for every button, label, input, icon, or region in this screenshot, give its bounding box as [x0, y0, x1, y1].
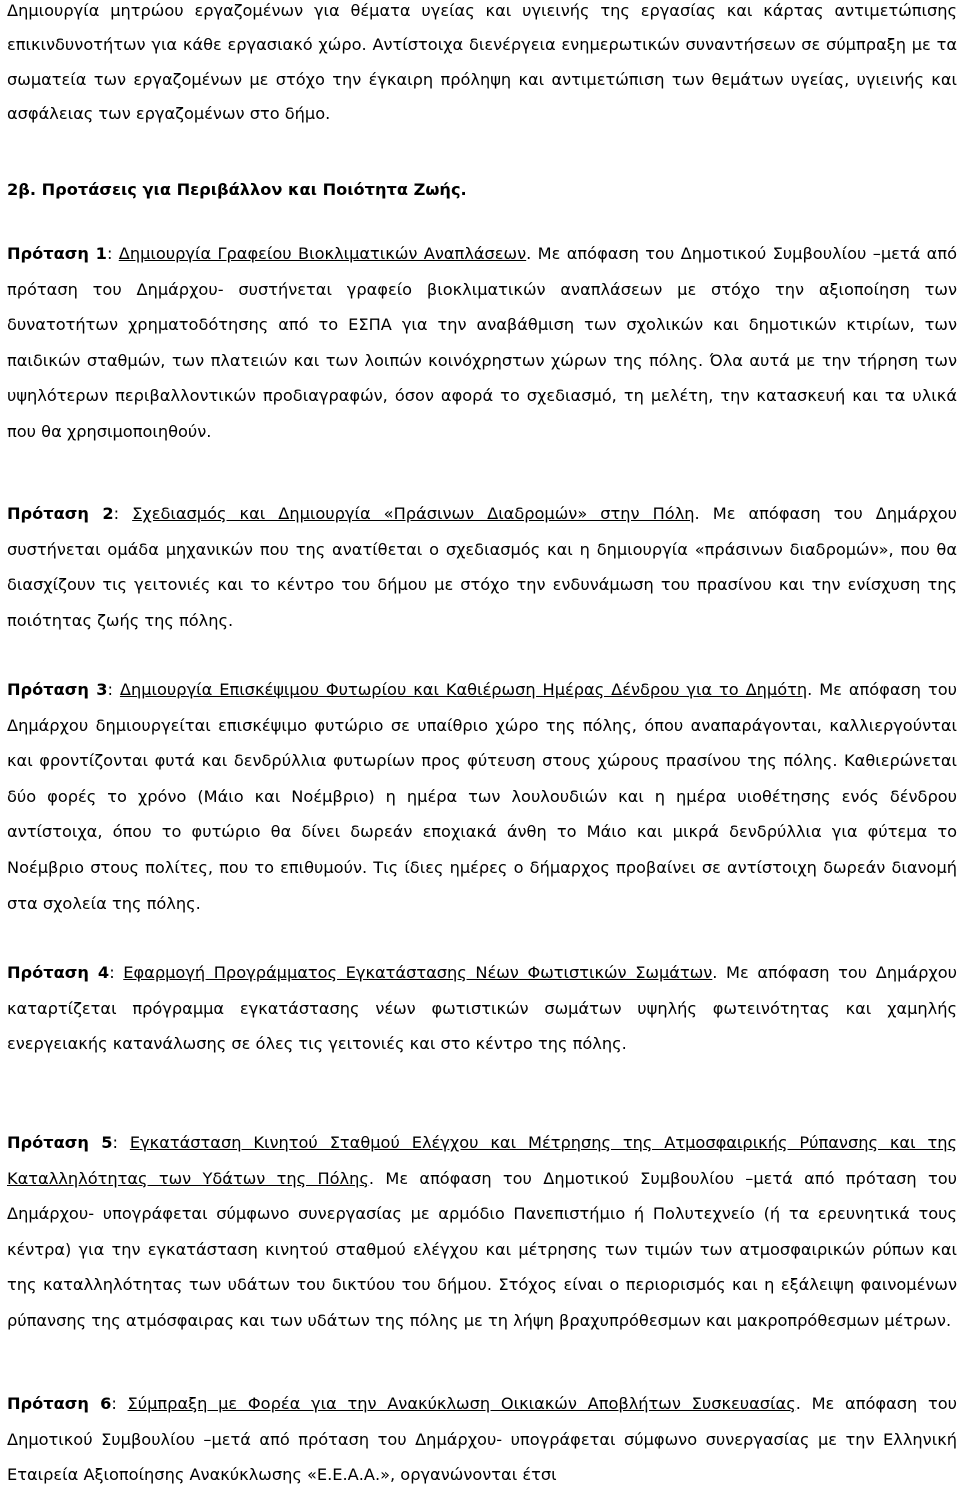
intro-paragraph: Δημιουργία μητρώου εργαζομένων για θέματα υγείας και υγιεινής της εργασίας και κάρτας αντιμετώπισης επικινδυνοτήτων για κάθε εργασιακό χώρο. Αντίστοιχα διενέργεια ενημερωτικών συναντήσεων σε σύμπραξη με τα σωματεία των εργαζομένων με στόχο την έγκαιρη πρόληψη και αντιμετώπιση των θεμάτων υγείας, υγιεινής και ασφάλειας των εργαζομένων στο δήμο. — [7, 1, 957, 124]
proposal-1: Πρόταση 1: Δημιουργία Γραφείου Βιοκλιματικών Αναπλάσεων. Με απόφαση του Δημοτικού Συμβουλίου –μετά από πρόταση του Δημάρχου- συστήνεται γραφείο βιοκλιματικών αναπλάσεων με στόχο την αξιοποίηση των δυνατοτήτων χρηματοδότησης από το ΕΣΠΑ για την αναβάθμιση των σχολικών και δημοτικών κτιρίων, των παιδικών σταθμών, των πλατειών και των λοιπών κοινόχρηστων χώρων της πόλης. Όλα αυτά με την τήρηση των υψηλότερων περιβαλλοντικών προδιαγραφών, όσον αφορά το σχεδιασμό, τη μελέτη, την κατασκευή και τα υλικά που θα χρησιμοποιηθούν. — [7, 244, 957, 441]
proposal-body: . Με απόφαση του Δημάρχου καταρτίζεται πρόγραμμα εγκατάστασης νέων φωτιστικών σωμάτων υψηλής φωτεινότητας και χαμηλής ενεργειακής κατανάλωσης σε όλες τις γειτονιές και στο κέντρο της πόλης. — [7, 963, 957, 1054]
proposal-label: Πρόταση 5 — [7, 1133, 113, 1152]
proposal-body: . Με απόφαση του Δημάρχου συστήνεται ομάδα μηχανικών που της ανατίθεται ο σχεδιασμός και η δημιουργία «πράσινων διαδρομών», που θα διασχίζουν τις γειτονιές και το κέντρο του δήμου με στόχο την ενδυνάμωση του πρασίνου και την ενίσχυση της ποιότητας ζωής της πόλης. — [7, 504, 957, 630]
proposal-title: Σχεδιασμός και Δημιουργία «Πράσινων Διαδρομών» στην Πόλη — [132, 504, 695, 523]
proposal-title: Εγκατάσταση Κινητού Σταθμού Ελέγχου και Μέτρησης της Ατμοσφαιρικής Ρύπανσης και της Καταλληλότητας των Υδάτων της Πόλης — [7, 1133, 957, 1188]
proposal-4: Πρόταση 4: Εφαρμογή Προγράμματος Εγκατάστασης Νέων Φωτιστικών Σωμάτων. Με απόφαση του Δημάρχου καταρτίζεται πρόγραμμα εγκατάστασης νέων φωτιστικών σωμάτων υψηλής φωτεινότητας και χαμηλής ενεργειακής κατανάλωσης σε όλες τις γειτονιές και στο κέντρο της πόλης. — [7, 963, 957, 1054]
proposal-title: Εφαρμογή Προγράμματος Εγκατάστασης Νέων Φωτιστικών Σωμάτων — [123, 963, 713, 982]
proposal-2: Πρόταση 2: Σχεδιασμός και Δημιουργία «Πράσινων Διαδρομών» στην Πόλη. Με απόφαση του Δημάρχου συστήνεται ομάδα μηχανικών που της ανατίθεται ο σχεδιασμός και η δημιουργία «πράσινων διαδρομών», που θα διασχίζουν τις γειτονιές και το κέντρο του δήμου με στόχο την ενδυνάμωση του πρασίνου και την ενίσχυση της ποιότητας ζωής της πόλης. — [7, 504, 957, 630]
section-heading: 2β. Προτάσεις για Περιβάλλον και Ποιότητα Ζωής. — [7, 180, 467, 199]
proposal-title: Σύμπραξη με Φορέα για την Ανακύκλωση Οικιακών Αποβλήτων Συσκευασίας — [127, 1394, 796, 1413]
proposal-5: Πρόταση 5: Εγκατάσταση Κινητού Σταθμού Ελέγχου και Μέτρησης της Ατμοσφαιρικής Ρύπανσης και της Καταλληλότητας των Υδάτων της Πόλης. Με απόφαση του Δημοτικού Συμβουλίου –μετά από πρόταση του Δημάρχου- υπογράφεται σύμφωνο συνεργασίας με αρμόδιο Πανεπιστήμιο ή Πολυτεχνείο (ή τα ερευνητικά τους κέντρα) για την εγκατάσταση κινητού σταθμού ελέγχου και μέτρησης των τιμών των ατμοσφαιρικών ρύπων και της καταλληλότητας των υδάτων του δικτύου του δήμου. Στόχος είναι ο περιορισμός και η εξάλειψη φαινομένων ρύπανσης της ατμόσφαιρας και των υδάτων της πόλης με τη λήψη βραχυπρόθεσμων και μακροπρόθεσμων μέτρων. — [7, 1133, 957, 1330]
proposal-body: . Με απόφαση του Δημάρχου δημιουργείται επισκέψιμο φυτώριο σε υπαίθριο χώρο της πόλης, όπου αναπαράγονται, καλλιεργούνται και φροντίζονται φυτά και δενδρύλλια φυτωρίων προς φύτευση στους χώρους πρασίνου της πόλης. Καθιερώνεται δύο φορές το χρόνο (Μάιο και Νοέμβριο) η ημέρα των λουλουδιών και η ημέρα υιοθέτησης ενός δένδρου αντίστοιχα, όπου το φυτώριο θα δίνει δωρεάν εποχιακά άνθη το Μάιο και μικρά δενδρύλλια για φύτεμα το Νοέμβριο στους πολίτες, που το επιθυμούν. Τις ίδιες ημέρες ο δήμαρχος προβαίνει σε αντίστοιχη δωρεάν διανομή στα σχολεία της πόλης. — [7, 680, 957, 913]
proposal-label: Πρόταση 2 — [7, 504, 114, 523]
proposal-label: Πρόταση 1 — [7, 244, 107, 263]
proposal-title: Δημιουργία Γραφείου Βιοκλιματικών Αναπλάσεων — [118, 244, 527, 263]
proposal-3: Πρόταση 3: Δημιουργία Επισκέψιμου Φυτωρίου και Καθιέρωση Ημέρας Δένδρου για το Δημότη. Με απόφαση του Δημάρχου δημιουργείται επισκέψιμο φυτώριο σε υπαίθριο χώρο της πόλης, όπου αναπαράγονται, καλλιεργούνται και φροντίζονται φυτά και δενδρύλλια φυτωρίων προς φύτευση στους χώρους πρασίνου της πόλης. Καθιερώνεται δύο φορές το χρόνο (Μάιο και Νοέμβριο) η ημέρα των λουλουδιών και η ημέρα υιοθέτησης ενός δένδρου αντίστοιχα, όπου το φυτώριο θα δίνει δωρεάν εποχιακά άνθη το Μάιο και μικρά δενδρύλλια για φύτεμα το Νοέμβριο στους πολίτες, που το επιθυμούν. Τις ίδιες ημέρες ο δήμαρχος προβαίνει σε αντίστοιχη δωρεάν διανομή στα σχολεία της πόλης. — [7, 680, 957, 913]
proposal-body: . Με απόφαση του Δημοτικού Συμβουλίου –μετά από πρόταση του Δημάρχου- συστήνεται γραφείο βιοκλιματικών αναπλάσεων με στόχο την αξιοποίηση των δυνατοτήτων χρηματοδότησης από το ΕΣΠΑ για την αναβάθμιση των σχολικών και δημοτικών κτιρίων, των παιδικών σταθμών, των πλατειών και των λοιπών κοινόχρηστων χώρων της πόλης. Όλα αυτά με την τήρηση των υψηλότερων περιβαλλοντικών προδιαγραφών, όσον αφορά το σχεδιασμό, τη μελέτη, την κατασκευή και τα υλικά που θα χρησιμοποιηθούν. — [7, 244, 957, 441]
proposal-label: Πρόταση 4 — [7, 963, 110, 982]
proposal-title: Δημιουργία Επισκέψιμου Φυτωρίου και Καθιέρωση Ημέρας Δένδρου για το Δημότη — [119, 680, 808, 699]
proposal-6: Πρόταση 6: Σύμπραξη με Φορέα για την Ανακύκλωση Οικιακών Αποβλήτων Συσκευασίας. Με απόφαση του Δημοτικού Συμβουλίου –μετά από πρόταση του Δημάρχου- υπογράφεται σύμφωνο συνεργασίας με την Ελληνική Εταιρεία Αξιοποίησης Ανακύκλωσης «Ε.Ε.Α.Α.», οργανώνονται έτσι — [7, 1394, 957, 1485]
proposal-body: . Με απόφαση του Δημοτικού Συμβουλίου –μετά από πρόταση του Δημάρχου- υπογράφεται σύμφωνο συνεργασίας με την Ελληνική Εταιρεία Αξιοποίησης Ανακύκλωσης «Ε.Ε.Α.Α.», οργανώνονται έτσι — [7, 1394, 957, 1485]
proposal-label: Πρόταση 6 — [7, 1394, 112, 1413]
proposal-label: Πρόταση 3 — [7, 680, 108, 699]
proposal-body: . Με απόφαση του Δημοτικού Συμβουλίου –μετά από πρόταση του Δημάρχου- υπογράφεται σύμφωνο συνεργασίας με αρμόδιο Πανεπιστήμιο ή Πολυτεχνείο (ή τα ερευνητικά τους κέντρα) για την εγκατάσταση κινητού σταθμού ελέγχου και μέτρησης των τιμών των ατμοσφαιρικών ρύπων και της καταλληλότητας των υδάτων του δικτύου του δήμου. Στόχος είναι ο περιορισμός και η εξάλειψη φαινομένων ρύπανσης της ατμόσφαιρας και των υδάτων της πόλης με τη λήψη βραχυπρόθεσμων και μακροπρόθεσμων μέτρων. — [7, 1168, 957, 1330]
